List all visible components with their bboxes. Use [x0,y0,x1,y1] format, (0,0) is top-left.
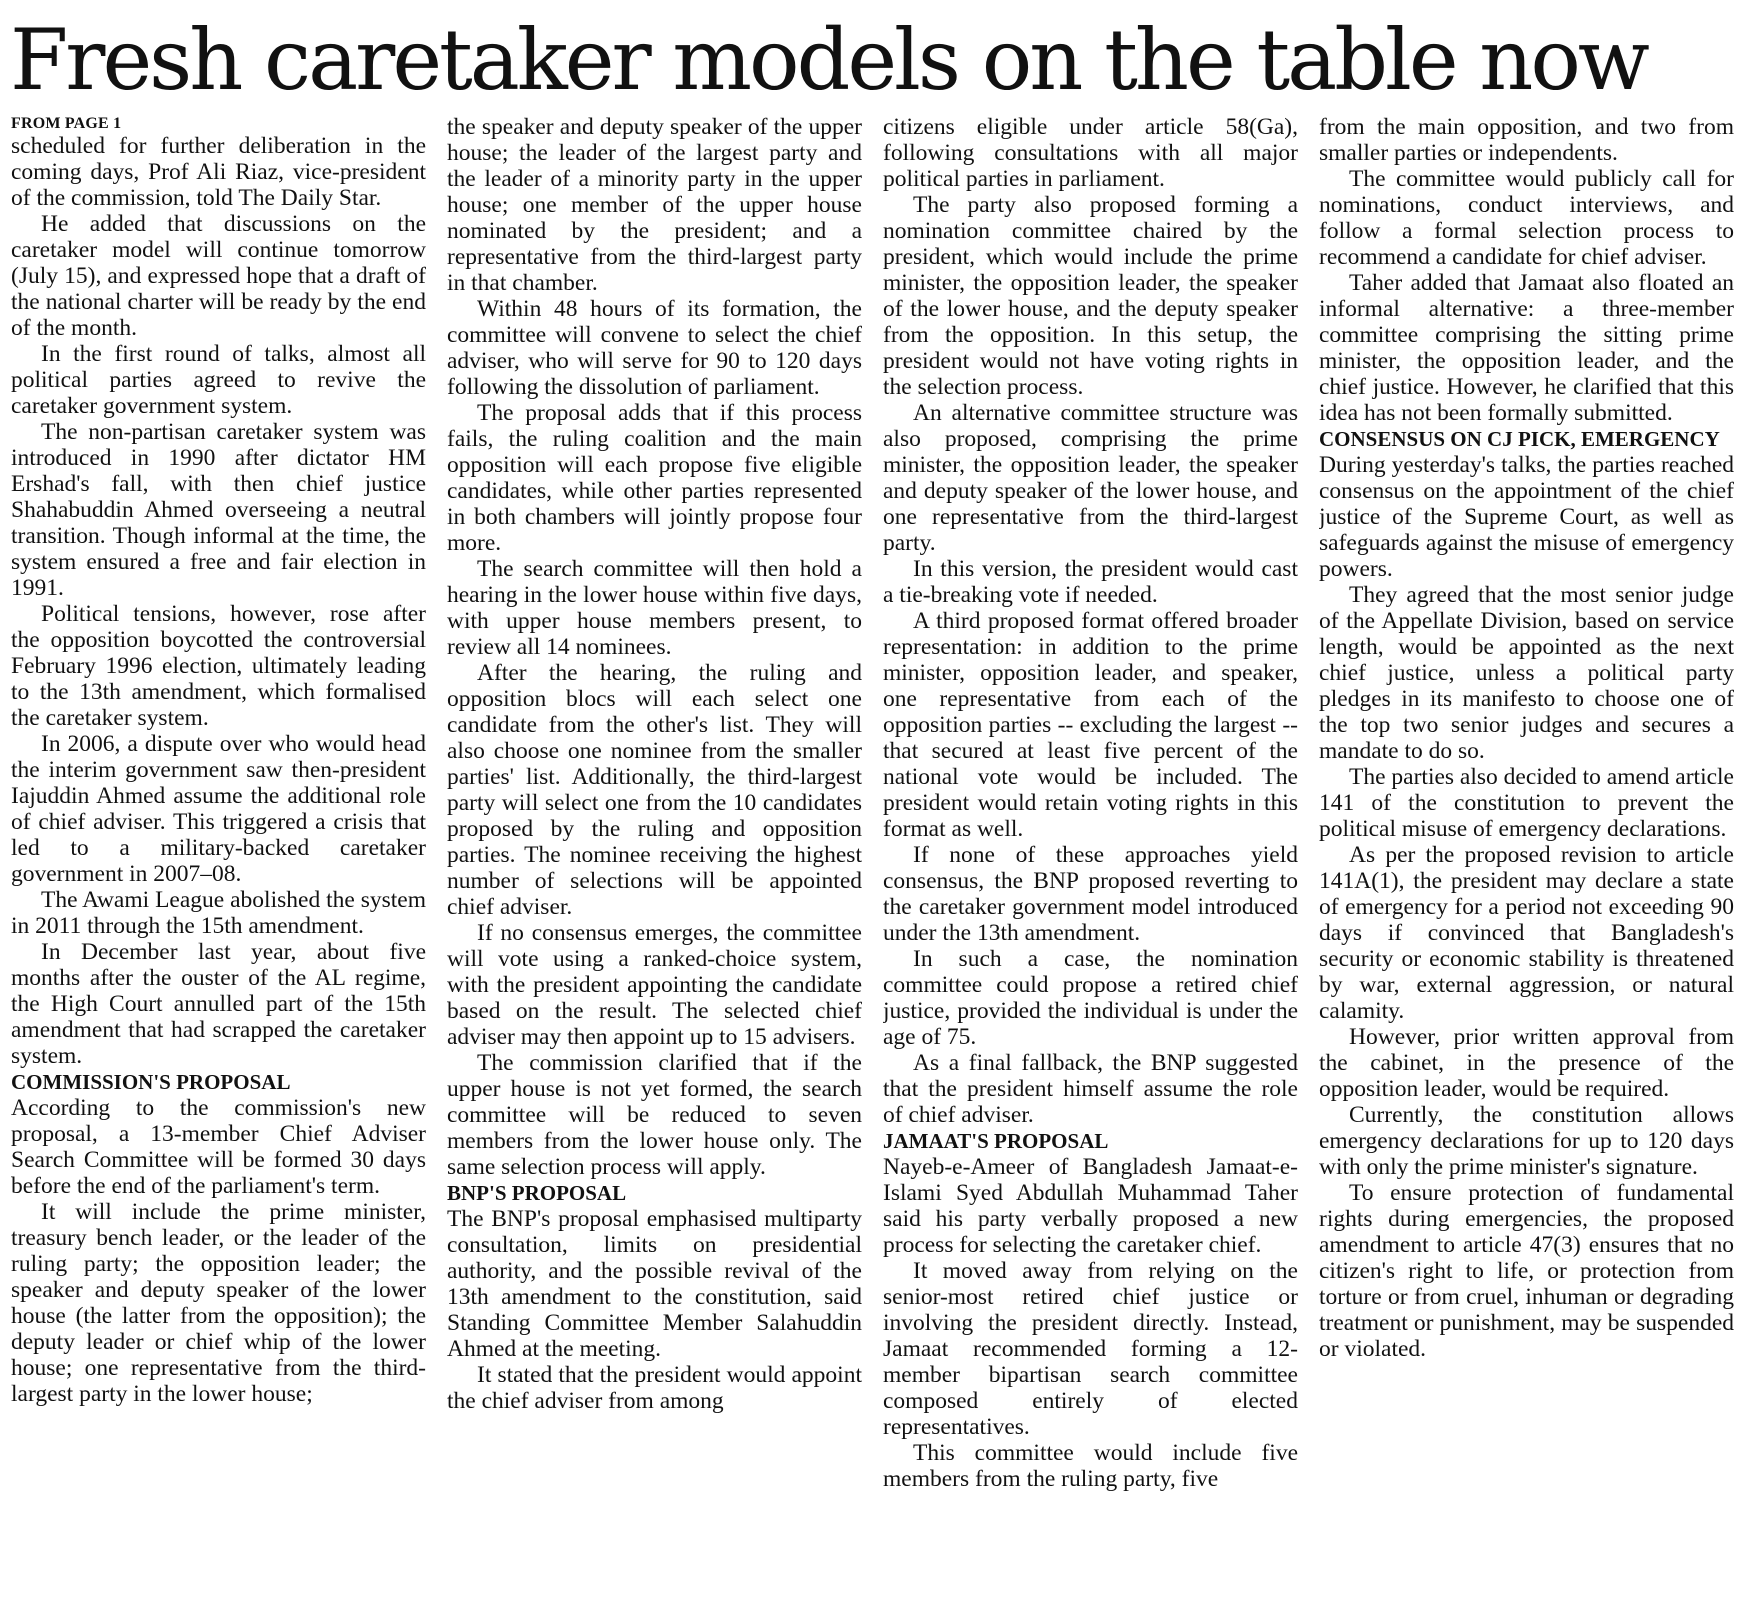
column-2 [447,114,862,1600]
paragraph: the speaker and deputy speaker of the upper house; the leader of the largest party and the leader of a minority party in the upper house; one member of the upper house nominated by the president; and a representative from the third-largest party in that chamber. [447,114,862,296]
article-body [11,114,1735,1600]
jump-label: FROM PAGE 1 [11,115,122,132]
paragraph: In the first round of talks, almost all political parties agreed to revive the caretaker government system. [11,341,426,419]
paragraph: In such a case, the nomination committee could propose a retired chief justice, provided the individual is under the age of 75. [883,946,1298,1050]
paragraph: from the main opposition, and two from smaller parties or independents. [1319,114,1734,166]
paragraph: If none of these approaches yield consensus, the BNP proposed reverting to the caretaker government model introduced under the 13th amendment. [883,842,1298,946]
paragraph: Nayeb-e-Ameer of Bangladesh Jamaat-e-Islami Syed Abdullah Muhammad Taher said his party verbally proposed a new process for selecting the caretaker chief. [883,1154,1298,1258]
paragraph: This committee would include five members from the ruling party, five [883,1440,1298,1492]
paragraph: Taher added that Jamaat also floated an informal alternative: a three-member committee comprising the sitting prime minister, the opposition leader, and the chief justice. However, he clarified that this idea has not been formally submitted. [1319,270,1734,426]
headline: Fresh caretaker models on the table now [10,11,1647,109]
paragraph: citizens eligible under article 58(Ga), following consultations with all major political parties in parliament. [883,114,1298,192]
paragraph: During yesterday's talks, the parties reached consensus on the appointment of the chief justice of the Supreme Court, as well as safeguards against the misuse of emergency powers. [1319,452,1734,582]
paragraph: If no consensus emerges, the committee will vote using a ranked-choice system, with the president appointing the candidate based on the result. The selected chief adviser may then appoint up to 15 advisers. [447,920,862,1050]
paragraph: In this version, the president would cast a tie-breaking vote if needed. [883,556,1298,608]
column-4 [1319,114,1734,1600]
paragraph: It moved away from relying on the senior-most retired chief justice or involving the president directly. Instead, Jamaat recommended forming a 12-member bipartisan search committee composed entirely of elected representatives. [883,1258,1298,1440]
paragraph: An alternative committee structure was also proposed, comprising the prime minister, the opposition leader, the speaker and deputy speaker of the lower house, and one representative from the third-largest party. [883,400,1298,556]
paragraph: Currently, the constitution allows emergency declarations for up to 120 days with only the prime minister's signature. [1319,1102,1734,1180]
paragraph: After the hearing, the ruling and opposition blocs will each select one candidate from the other's list. They will also choose one nominee from the smaller parties' list. Additionally, the third-largest party will select one from the 10 candidates proposed by the ruling and opposition parties. The nominee receiving the highest number of selections will be appointed chief adviser. [447,660,862,920]
paragraph: The Awami League abolished the system in 2011 through the 15th amendment. [11,887,426,939]
paragraph: The non-partisan caretaker system was introduced in 1990 after dictator HM Ershad's fall, with then chief justice Shahabuddin Ahmed overseeing a neutral transition. Though informal at the time, the system ensured a free and fair election in 1991. [11,419,426,601]
paragraph: However, prior written approval from the cabinet, in the presence of the opposition leader, would be required. [1319,1024,1734,1102]
paragraph: In December last year, about five months after the ouster of the AL regime, the High Court annulled part of the 15th amendment that had scrapped the caretaker system. [11,939,426,1069]
paragraph: The committee would publicly call for nominations, conduct interviews, and follow a formal selection process to recommend a candidate for chief adviser. [1319,166,1734,270]
paragraph: The commission clarified that if the upper house is not yet formed, the search committee will be reduced to seven members from the lower house only. The same selection process will apply. [447,1050,862,1180]
paragraph: He added that discussions on the caretaker model will continue tomorrow (July 15), and expressed hope that a draft of the national charter will be ready by the end of the month. [11,211,426,341]
column-3 [883,114,1298,1600]
subhead-consensus: CONSENSUS ON CJ PICK, EMERGENCY [1319,427,1720,451]
column-1 [11,114,426,1600]
paragraph: The party also proposed forming a nomination committee chaired by the president, which would include the prime minister, the opposition leader, the speaker of the lower house, and the deputy speaker from the opposition. In this setup, the president would not have voting rights in the selection process. [883,192,1298,400]
paragraph: As a final fallback, the BNP suggested that the president himself assume the role of chief adviser. [883,1050,1298,1128]
paragraph: In 2006, a dispute over who would head the interim government saw then-president Iajuddin Ahmed assume the additional role of chief adviser. This triggered a crisis that led to a military-backed caretaker government in 2007–08. [11,731,426,887]
paragraph: scheduled for further deliberation in the coming days, Prof Ali Riaz, vice-president of the commission, told The Daily Star. [11,133,426,211]
paragraph: It stated that the president would appoint the chief adviser from among [447,1362,862,1414]
paragraph: To ensure protection of fundamental rights during emergencies, the proposed amendment to article 47(3) ensures that no citizen's right to life, or protection from torture or from cruel, inhuman or degrading treatment or punishment, may be suspended or violated. [1319,1180,1734,1362]
paragraph: According to the commission's new proposal, a 13-member Chief Adviser Search Committee will be formed 30 days before the end of the parliament's term. [11,1095,426,1199]
paragraph: A third proposed format offered broader representation: in addition to the prime minister, opposition leader, and speaker, one representative from each of the opposition parties -- excluding the largest -- that secured at least five percent of the national vote would be included. The president would retain voting rights in this format as well. [883,608,1298,842]
paragraph: The search committee will then hold a hearing in the lower house within five days, with upper house members present, to review all 14 nominees. [447,556,862,660]
paragraph: As per the proposed revision to article 141A(1), the president may declare a state of emergency for a period not exceeding 90 days if convinced that Bangladesh's security or economic stability is threatened by war, external aggression, or natural calamity. [1319,842,1734,1024]
subhead-commission-proposal: COMMISSION'S PROPOSAL [11,1070,291,1094]
paragraph: The BNP's proposal emphasised multiparty consultation, limits on presidential authority, and the possible revival of the 13th amendment to the constitution, said Standing Committee Member Salahuddin Ahmed at the meeting. [447,1206,862,1362]
paragraph: It will include the prime minister, treasury bench leader, or the leader of the ruling party; the opposition leader; the speaker and deputy speaker of the lower house (the latter from the opposition); the deputy leader or chief whip of the lower house; one representative from the third-largest party in the lower house; [11,1199,426,1407]
paragraph: They agreed that the most senior judge of the Appellate Division, based on service length, would be appointed as the next chief justice, unless a political party pledges in its manifesto to choose one of the top two senior judges and secures a mandate to do so. [1319,582,1734,764]
paragraph: The proposal adds that if this process fails, the ruling coalition and the main opposition will each propose five eligible candidates, while other parties represented in both chambers will jointly propose four more. [447,400,862,556]
subhead-bnp-proposal: BNP'S PROPOSAL [447,1181,627,1205]
paragraph: Political tensions, however, rose after the opposition boycotted the controversial February 1996 election, ultimately leading to the 13th amendment, which formalised the caretaker system. [11,601,426,731]
subhead-jamaat-proposal: JAMAAT'S PROPOSAL [883,1129,1109,1153]
paragraph: The parties also decided to amend article 141 of the constitution to prevent the political misuse of emergency declarations. [1319,764,1734,842]
paragraph: Within 48 hours of its formation, the committee will convene to select the chief adviser, who will serve for 90 to 120 days following the dissolution of parliament. [447,296,862,400]
